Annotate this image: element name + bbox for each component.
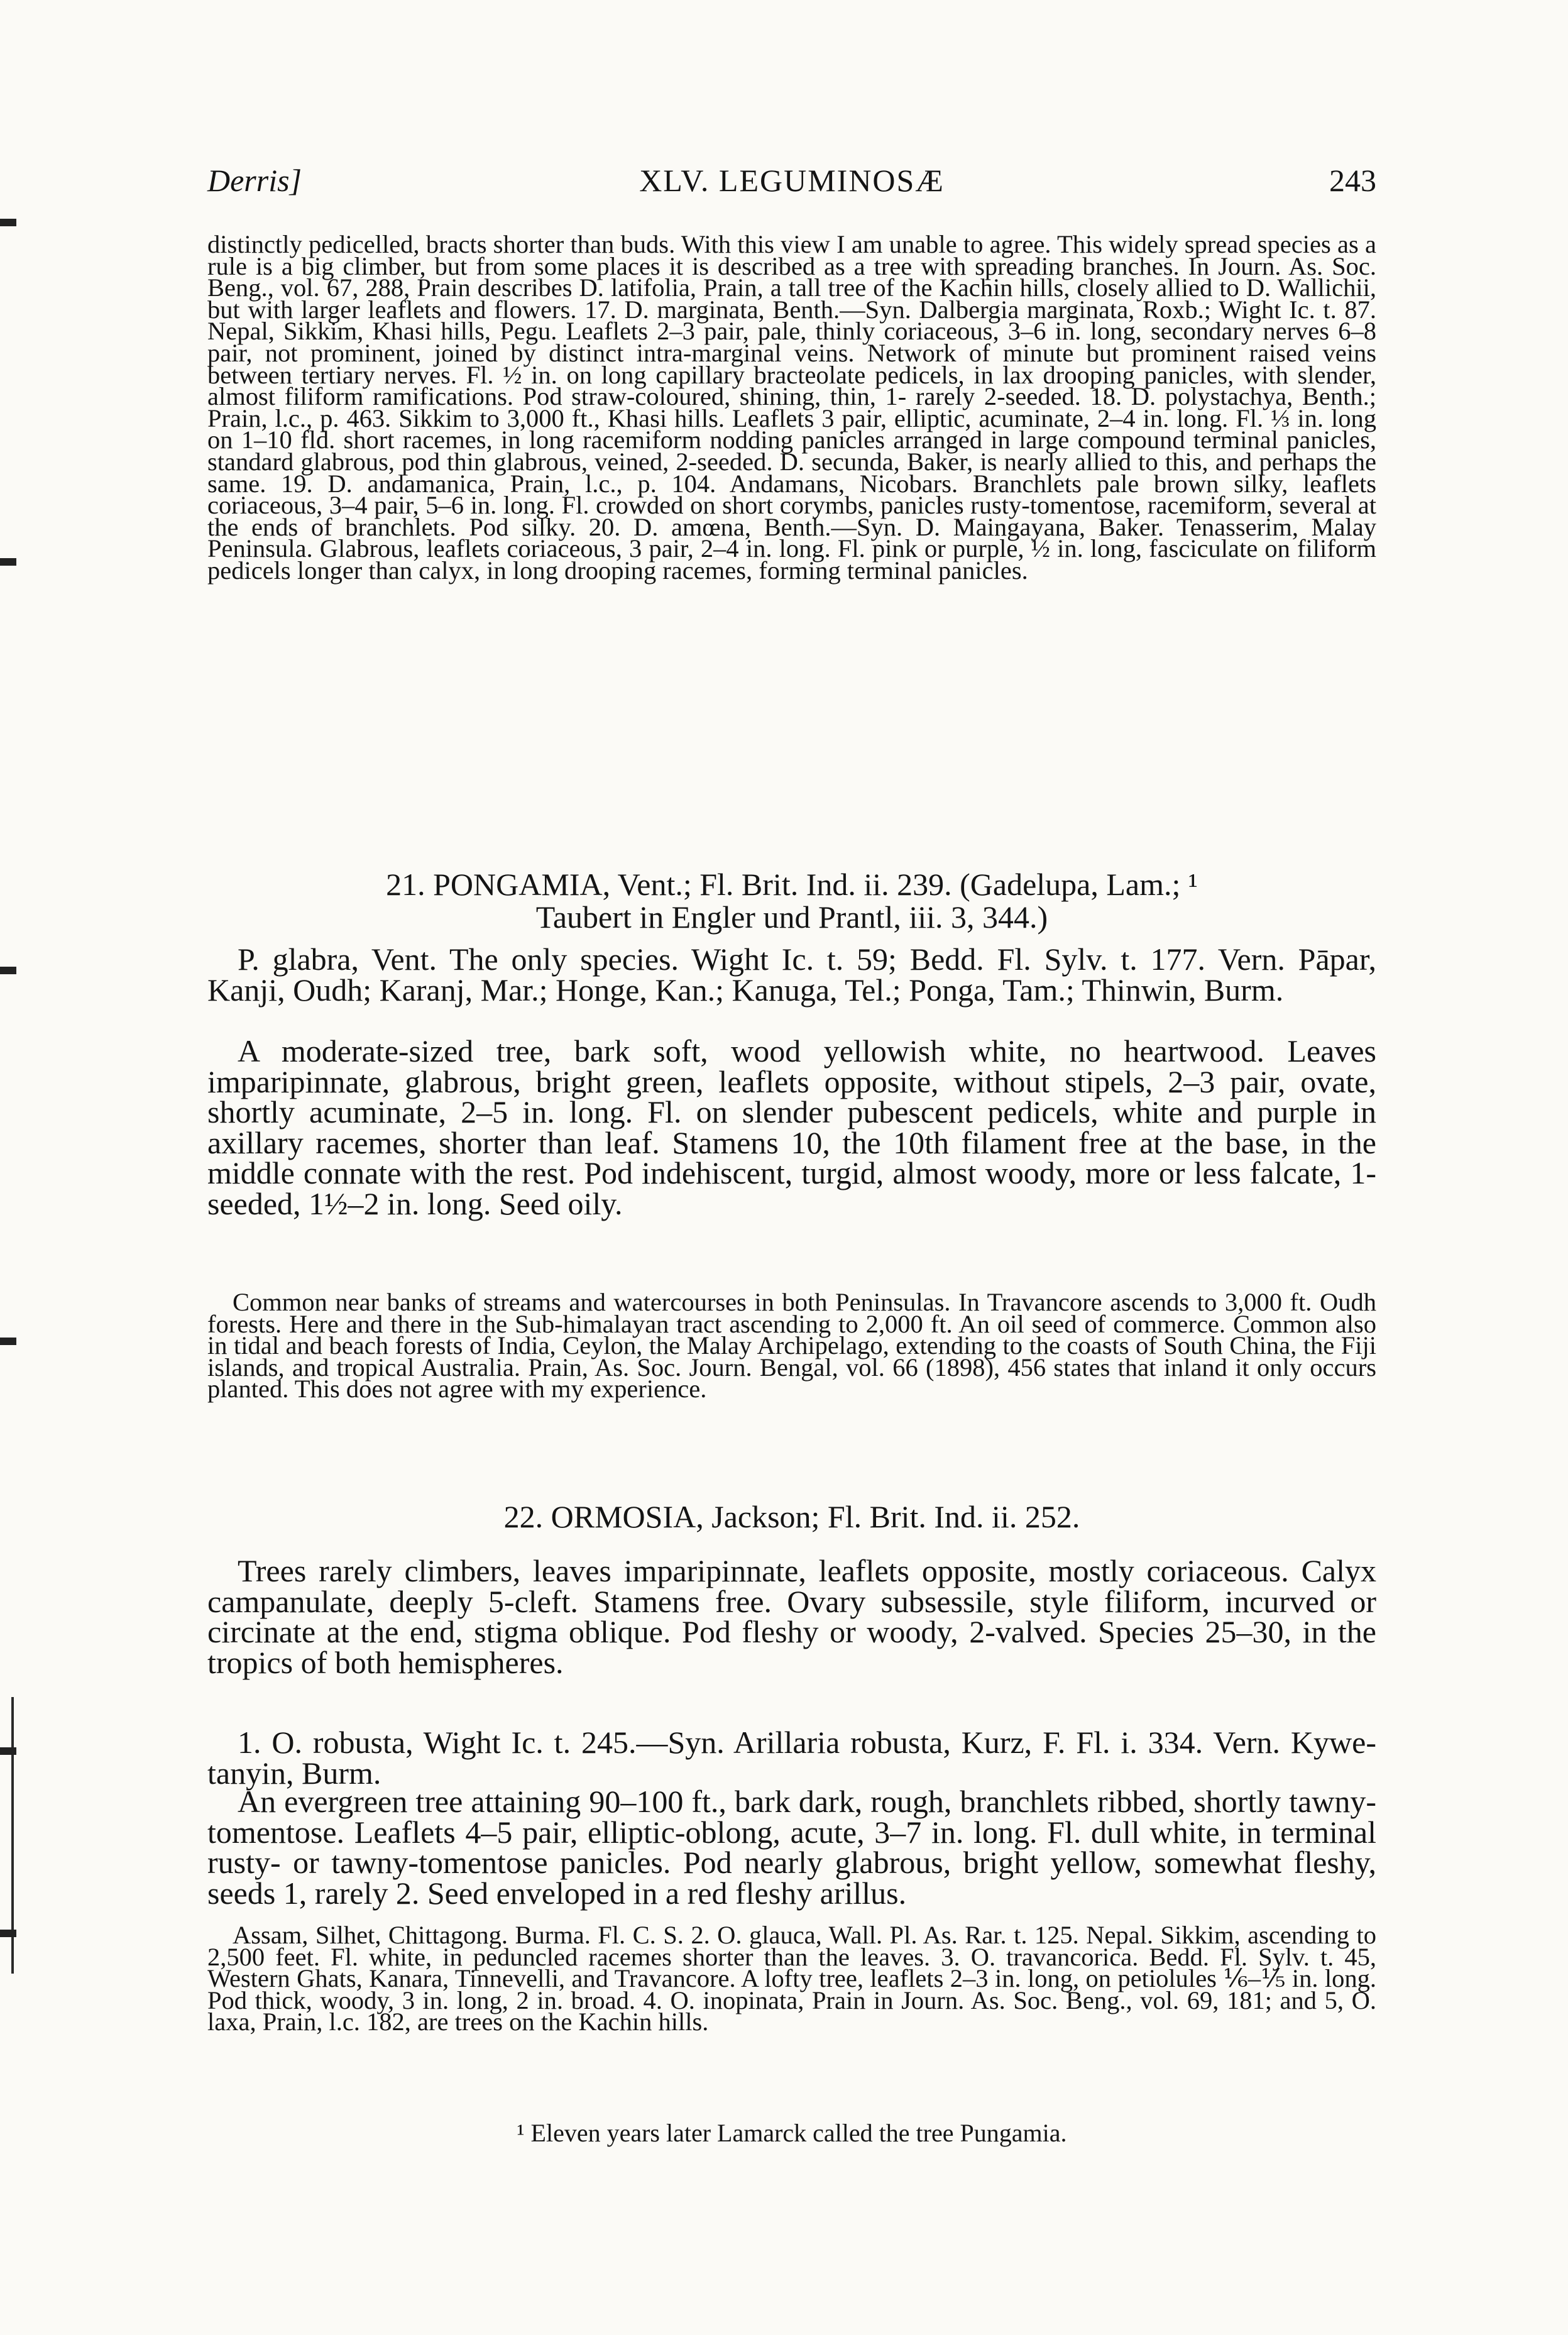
pongamia-species-block <box>207 942 1376 1008</box>
pongamia-distribution: Common near banks of streams and watercourses in both Peninsulas. In Travancore ascends to 3,000 ft. Oudh forests. Here and there in the Sub-himalayan tract ascending to 2,000 ft. An oil seed of commerce. Common also in tidal and beach forests of India, Ceylon, the Malay Archipelago, extending to the coasts of South China, the Fiji islands, and tropical Australia. Prain, As. Soc. Journ. Bengal, vol. 66 (1898), 456 states that inland it only occurs planted. This does not agree with my experience. <box>207 1288 1376 1404</box>
pongamia-heading <box>207 869 1376 933</box>
margin-mark <box>0 1338 16 1345</box>
footnote: ¹ Eleven years later Lamarck called the tree Pungamia. <box>517 2119 1067 2147</box>
ormosia-description: An evergreen tree attaining 90–100 ft., bark dark, rough, branchlets ribbed, shortly tawny-tomentose. Leaflets 4–5 pair, elliptic-oblong, acute, 3–7 in. long. Fl. dull white, in terminal rusty- or tawny-tomentose panicles. Pod nearly glabrous, bright yellow, somewhat fleshy, seeds 1, rarely 2. Seed enveloped in a red fleshy arillus. <box>207 1784 1376 1911</box>
continuation-paragraph <box>207 230 1376 585</box>
page-number: 243 <box>1329 163 1376 198</box>
ormosia-distribution: Assam, Silhet, Chittagong. Burma. Fl. C. S. 2. O. glauca, Wall. Pl. As. Rar. t. 125. Nepal. Sikkim, ascending to 2,500 feet. Fl. white, in peduncled racemes shorter than the leaves. 3. O. travancorica. Bedd. Fl. Sylv. t. 45, Western Ghats, Kanara, Tinnevelli, and Travancore. A lofty tree, leaflets 2–3 in. long, on petiolules ⅙–⅕ in. long. Pod thick, woody, 3 in. long, 2 in. broad. 4. O. inopinata, Prain in Journ. As. Soc. Beng., vol. 69, 181; and 5, O. laxa, Prain, l.c. 182, are trees on the Kachin hills. <box>207 1921 1376 2036</box>
margin-mark <box>0 219 16 226</box>
margin-mark <box>0 1930 16 1937</box>
pongamia-species-line: P. glabra, Vent. The only species. Wight Ic. t. 59; Bedd. Fl. Sylv. t. 177. Vern. Pāpar, Kanji, Oudh; Karanj, Mar.; Honge, Kan.; Kanuga, Tel.; Ponga, Tam.; Thinwin, Burm. <box>207 942 1376 1008</box>
ormosia-species-block <box>207 1725 1376 1791</box>
margin-mark <box>0 558 16 566</box>
ormosia-distribution-block <box>207 1921 1376 2036</box>
pongamia-description: A moderate-sized tree, bark soft, wood yellowish white, no heartwood. Leaves imparipinnate, glabrous, bright green, leaflets opposite, without stipels, 2–3 pair, ovate, shortly acuminate, 2–5 in. long. Fl. on slender pubescent pedicels, white and purple in axillary racemes, shorter than leaf. Stamens 10, the 10th filament free at the base, in the middle connate with the rest. Pod indehiscent, turgid, almost woody, more or less falcate, 1-seeded, 1½–2 in. long. Seed oily. <box>207 1033 1376 1221</box>
pongamia-distribution-block <box>207 1288 1376 1404</box>
pongamia-description-block <box>207 1033 1376 1221</box>
derris-notes-text: distinctly pedicelled, bracts shorter than buds. With this view I am unable to agree. This widely spread species as a rule is a big climber, but from some places it is described as a tree with spreading branches. In Journ. As. Soc. Beng., vol. 67, 288, Prain describes D. latifolia, Prain, a tall tree of the Kachin hills, closely allied to D. Wallichii, but with larger leaflets and flowers. 17. D. marginata, Benth.—Syn. Dalbergia marginata, Roxb.; Wight Ic. t. 87. Nepal, Sikkim, Khasi hills, Pegu. Leaflets 2–3 pair, pale, thinly coriaceous, 3–6 in. long, secondary nerves 6–8 pair, not prominent, joined by distinct intra-marginal veins. Network of minute but prominent raised veins between tertiary nerves. Fl. ½ in. on long capillary bracteolate pedicels, in lax drooping panicles, with slender, almost filiform ramifications. Pod straw-coloured, shining, thin, 1- rarely 2-seeded. 18. D. polystachya, Benth.; Prain, l.c., p. 463. Sikkim to 3,000 ft., Khasi hills. Leaflets 3 pair, elliptic, acuminate, 2–4 in. long. Fl. ⅓ in. long on 1–10 fld. short racemes, in long racemiform nodding panicles arranged in large compound terminal panicles, standard glabrous, pod thin glabrous, veined, 2-seeded. D. secunda, Baker, is nearly allied to this, and perhaps the same. 19. D. andamanica, Prain, l.c., p. 104. Andamans, Nicobars. Branchlets pale brown silky, leaflets coriaceous, 3–4 pair, 5–6 in. long. Fl. crowded on short corymbs, panicles rusty-tomentose, racemiform, several at the ends of branchlets. Pod silky. 20. D. amœna, Benth.—Syn. D. Maingayana, Baker. Tenasserim, Malay Peninsula. Glabrous, leaflets coriaceous, 3 pair, 2–4 in. long. Fl. pink or purple, ½ in. long, fasciculate on filiform pedicels longer than calyx, in long drooping racemes, forming terminal panicles. <box>207 230 1376 585</box>
ormosia-description-block <box>207 1784 1376 1911</box>
running-header <box>207 162 1376 206</box>
ormosia-genus-description: Trees rarely climbers, leaves imparipinnate, leaflets opposite, mostly coriaceous. Calyx campanulate, deeply 5-cleft. Stamens free. Ovary subsessile, style filiform, incurved or circinate at the end, stigma oblique. Pod fleshy or woody, 2-valved. Species 25–30, in the tropics of both hemispheres. <box>207 1553 1376 1680</box>
pongamia-heading-line1: 21. PONGAMIA, Vent.; Fl. Brit. Ind. ii. 239. (Gadelupa, Lam.; ¹ <box>386 867 1198 902</box>
header-genus: Derris] <box>207 163 302 198</box>
ormosia-genus-block <box>207 1553 1376 1680</box>
ormosia-species-line: 1. O. robusta, Wight Ic. t. 245.—Syn. Arillaria robusta, Kurz, F. Fl. i. 334. Vern. Kywe-tanyin, Burm. <box>207 1725 1376 1791</box>
margin-mark <box>0 1747 16 1755</box>
header-family: XLV. LEGUMINOSÆ <box>639 163 945 198</box>
margin-mark <box>0 967 16 974</box>
ormosia-heading: 22. ORMOSIA, Jackson; Fl. Brit. Ind. ii. 252. <box>503 1499 1080 1534</box>
pongamia-heading-line2: Taubert in Engler und Prantl, iii. 3, 344.) <box>535 899 1048 935</box>
